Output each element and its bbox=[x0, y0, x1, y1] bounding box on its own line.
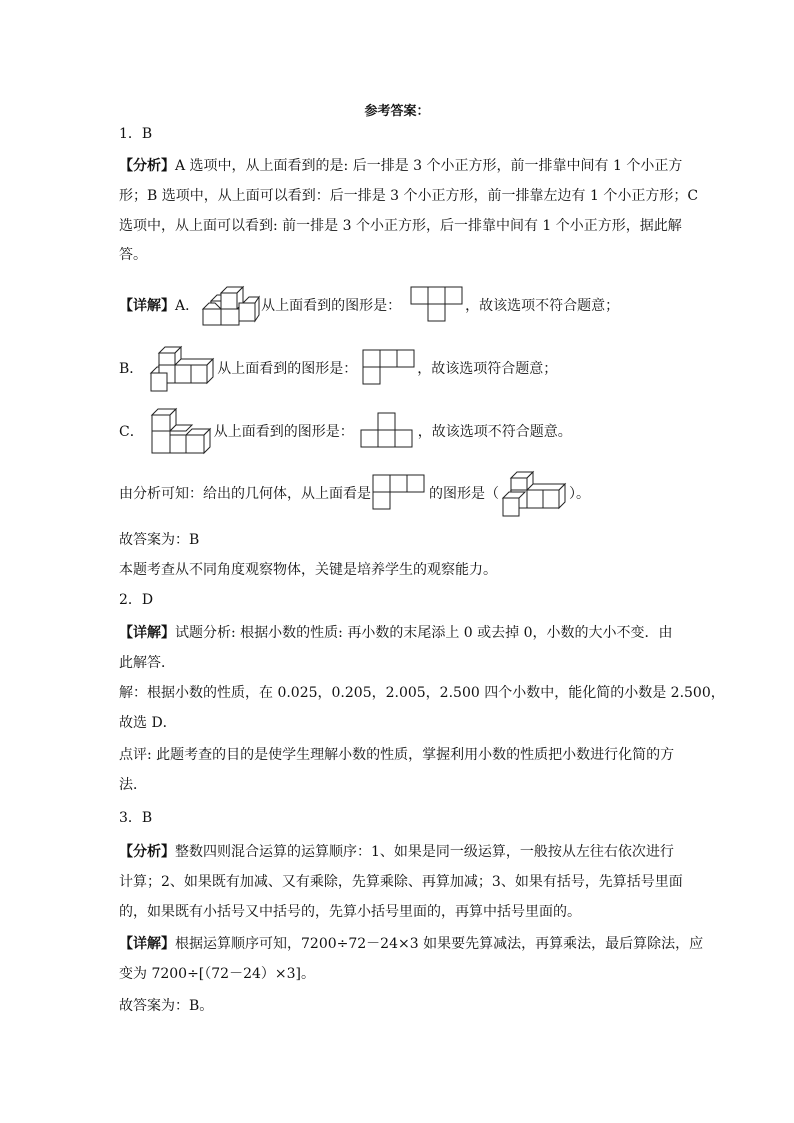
q1-analysis-line-3: 选项中，从上面可以看到: 前一排是 3 个小正方形，后一排靠中间有 1 个小正方形，据此解 bbox=[119, 218, 682, 234]
q2-line-3: 解：根据小数的性质，在 0.025，0.205，2.005，2.500 四个小数中，能化简的小数是 2.500， bbox=[119, 685, 725, 701]
q1-option-a: 【详解】 A． 从上面看到的图形是： ，故该选项不符合题意； bbox=[119, 277, 619, 333]
q3-analysis-line-2: 计算；2、如果既有加减、又有乘除，先算乘除、再算加减；3、如果有括号，先算括号里面 bbox=[119, 874, 683, 890]
solid-figure-b bbox=[147, 343, 217, 393]
solid-figure-a bbox=[199, 283, 261, 327]
q1-analysis-line-1: 【分析】A 选项中，从上面看到的是: 后一排是 3 个小正方形，前一排靠中间有 1 个小正方 bbox=[119, 158, 683, 174]
q2-line-2: 此解答． bbox=[119, 655, 175, 671]
q2-line-6: 法． bbox=[119, 777, 147, 793]
page-title: 参考答案： bbox=[364, 104, 430, 119]
q1-conclusion: 由分析可知：给出的几何体，从上面看是 的图形是（ ）。 bbox=[119, 465, 590, 521]
q2-number: 2．D bbox=[119, 592, 154, 608]
q1-answer: 故答案为：B bbox=[119, 532, 200, 548]
solid-figure-answer bbox=[499, 468, 569, 518]
q2-line-5: 点评: 此题考查的目的是使学生理解小数的性质，掌握利用小数的性质把小数进行化简的方 bbox=[119, 747, 675, 763]
q1-summary: 本题考查从不同角度观察物体，关键是培养学生的观察能力。 bbox=[119, 562, 497, 578]
top-view-answer bbox=[371, 473, 429, 513]
q3-analysis-line-1: 【分析】整数四则混合运算的运算顺序：1、如果是同一级运算，一般按从左往右依次进行 bbox=[119, 844, 674, 860]
top-view-c bbox=[358, 411, 418, 451]
detail-label: 【详解】 bbox=[119, 625, 175, 641]
detail-label: 【详解】 bbox=[119, 936, 175, 952]
q1-analysis-line-2: 形；B 选项中，从上面可以看到：后一排是 3 个小正方形，前一排靠左边有 1 个小正方形；C bbox=[119, 188, 699, 204]
top-view-a bbox=[409, 285, 465, 325]
q1-option-b: B． 从上面看到的图形是： ，故该选项符合题意； bbox=[119, 340, 557, 396]
analysis-label: 【分析】 bbox=[119, 158, 175, 174]
q3-number: 3．B bbox=[119, 810, 153, 826]
q3-detail-line-2: 变为 7200÷[（72－24）×3]。 bbox=[119, 966, 315, 982]
q1-option-c: C． 从上面看到的图形是： ，故该选项不符合题意。 bbox=[119, 403, 572, 459]
solid-figure-c bbox=[148, 407, 214, 455]
top-view-b bbox=[361, 348, 417, 388]
analysis-label: 【分析】 bbox=[119, 844, 175, 860]
q2-line-4: 故选 D． bbox=[119, 715, 177, 731]
q1-number: 1．B bbox=[119, 126, 153, 142]
detail-label: 【详解】 bbox=[119, 298, 175, 314]
q3-answer: 故答案为：B。 bbox=[119, 998, 214, 1014]
q3-detail-line-1: 【详解】根据运算顺序可知，7200÷72－24×3 如果要先算减法，再算乘法，最后算除法，应 bbox=[119, 936, 704, 952]
q3-analysis-line-3: 的，如果既有小括号又中括号的，先算小括号里面的，再算中括号里面的。 bbox=[119, 904, 581, 920]
q2-line-1: 【详解】试题分析: 根据小数的性质: 再小数的末尾添上 0 或去掉 0，小数的大小不变．由 bbox=[119, 625, 673, 641]
q1-analysis-line-4: 答。 bbox=[119, 247, 147, 263]
